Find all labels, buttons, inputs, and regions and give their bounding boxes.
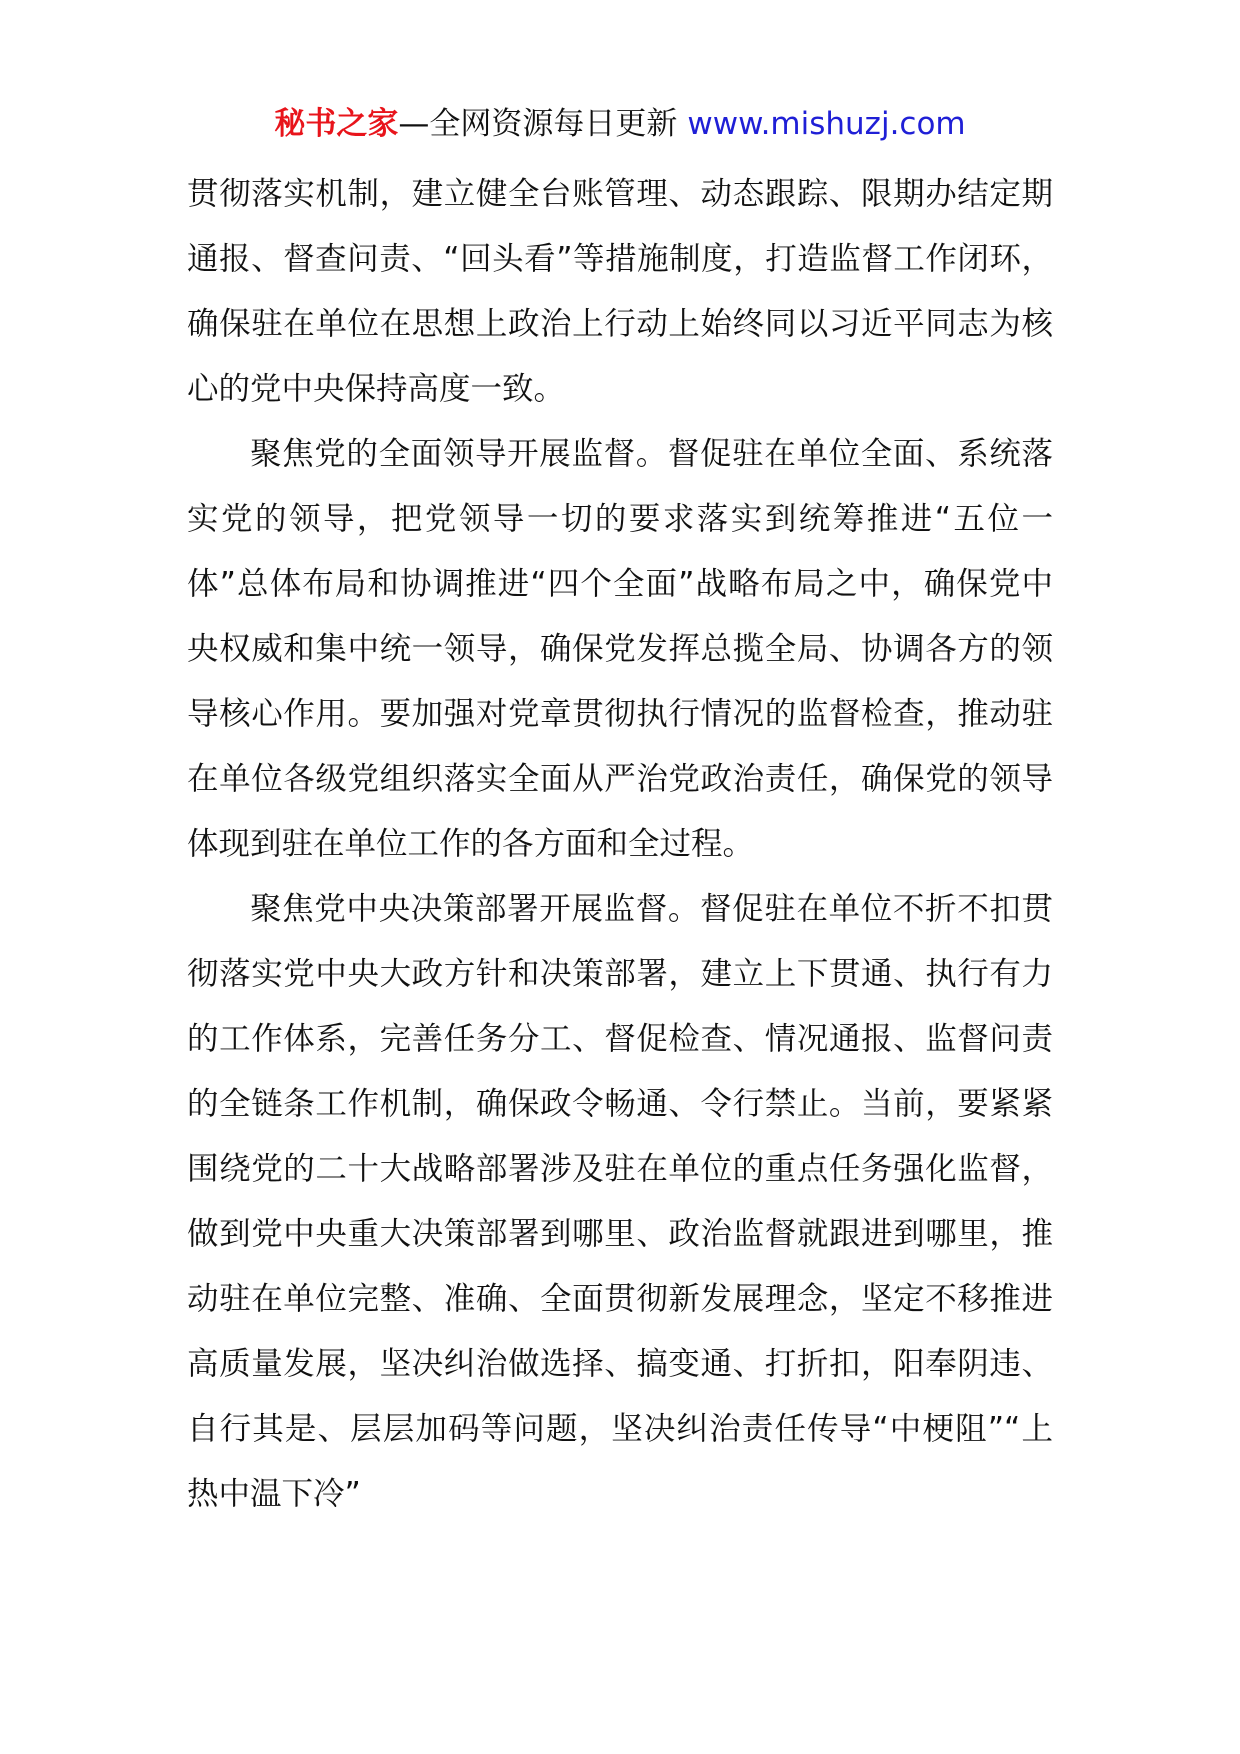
paragraph-continued: 贯彻落实机制，建立健全台账管理、动态跟踪、限期办结定期通报、督查问责、“回头看”等措施制度，打造监督工作闭环，确保驻在单位在思想上政治上行动上始终同以习近平同志为核心的党中央保持高度一致。 <box>187 176 1053 407</box>
header-tagline: —全网资源每日更新 <box>398 106 678 142</box>
brand-name: 秘书之家 <box>274 106 399 142</box>
page-header <box>0 100 1240 148</box>
paragraph-central-decisions: 聚焦党中央决策部署开展监督。督促驻在单位不折不扣贯彻落实党中央大政方针和决策部署，建立上下贯通、执行有力的工作体系，完善任务分工、督促检查、情况通报、监督问责的全链条工作机制，确保政令畅通、令行禁止。当前，要紧紧围绕党的二十大战略部署涉及驻在单位的重点任务强化监督，做到党中央重大决策部署到哪里、政治监督就跟进到哪里，推动驻在单位完整、准确、全面贯彻新发展理念，坚定不移推进高质量发展，坚决纠治做选择、搞变通、打折扣，阳奉阴违、自行其是、层层加码等问题，坚决纠治责任传导“中梗阻”“上热中温下冷” <box>187 891 1053 1512</box>
site-url-link[interactable]: www.mishuzj.com <box>687 106 966 142</box>
document-body <box>187 162 1053 1527</box>
paragraph-party-leadership: 聚焦党的全面领导开展监督。督促驻在单位全面、系统落实党的领导，把党领导一切的要求落实到统筹推进“五位一体”总体布局和协调推进“四个全面”战略布局之中，确保党中央权威和集中统一领导，确保党发挥总揽全局、协调各方的领导核心作用。要加强对党章贯彻执行情况的监督检查，推动驻在单位各级党组织落实全面从严治党政治责任，确保党的领导体现到驻在单位工作的各方面和全过程。 <box>187 436 1053 862</box>
